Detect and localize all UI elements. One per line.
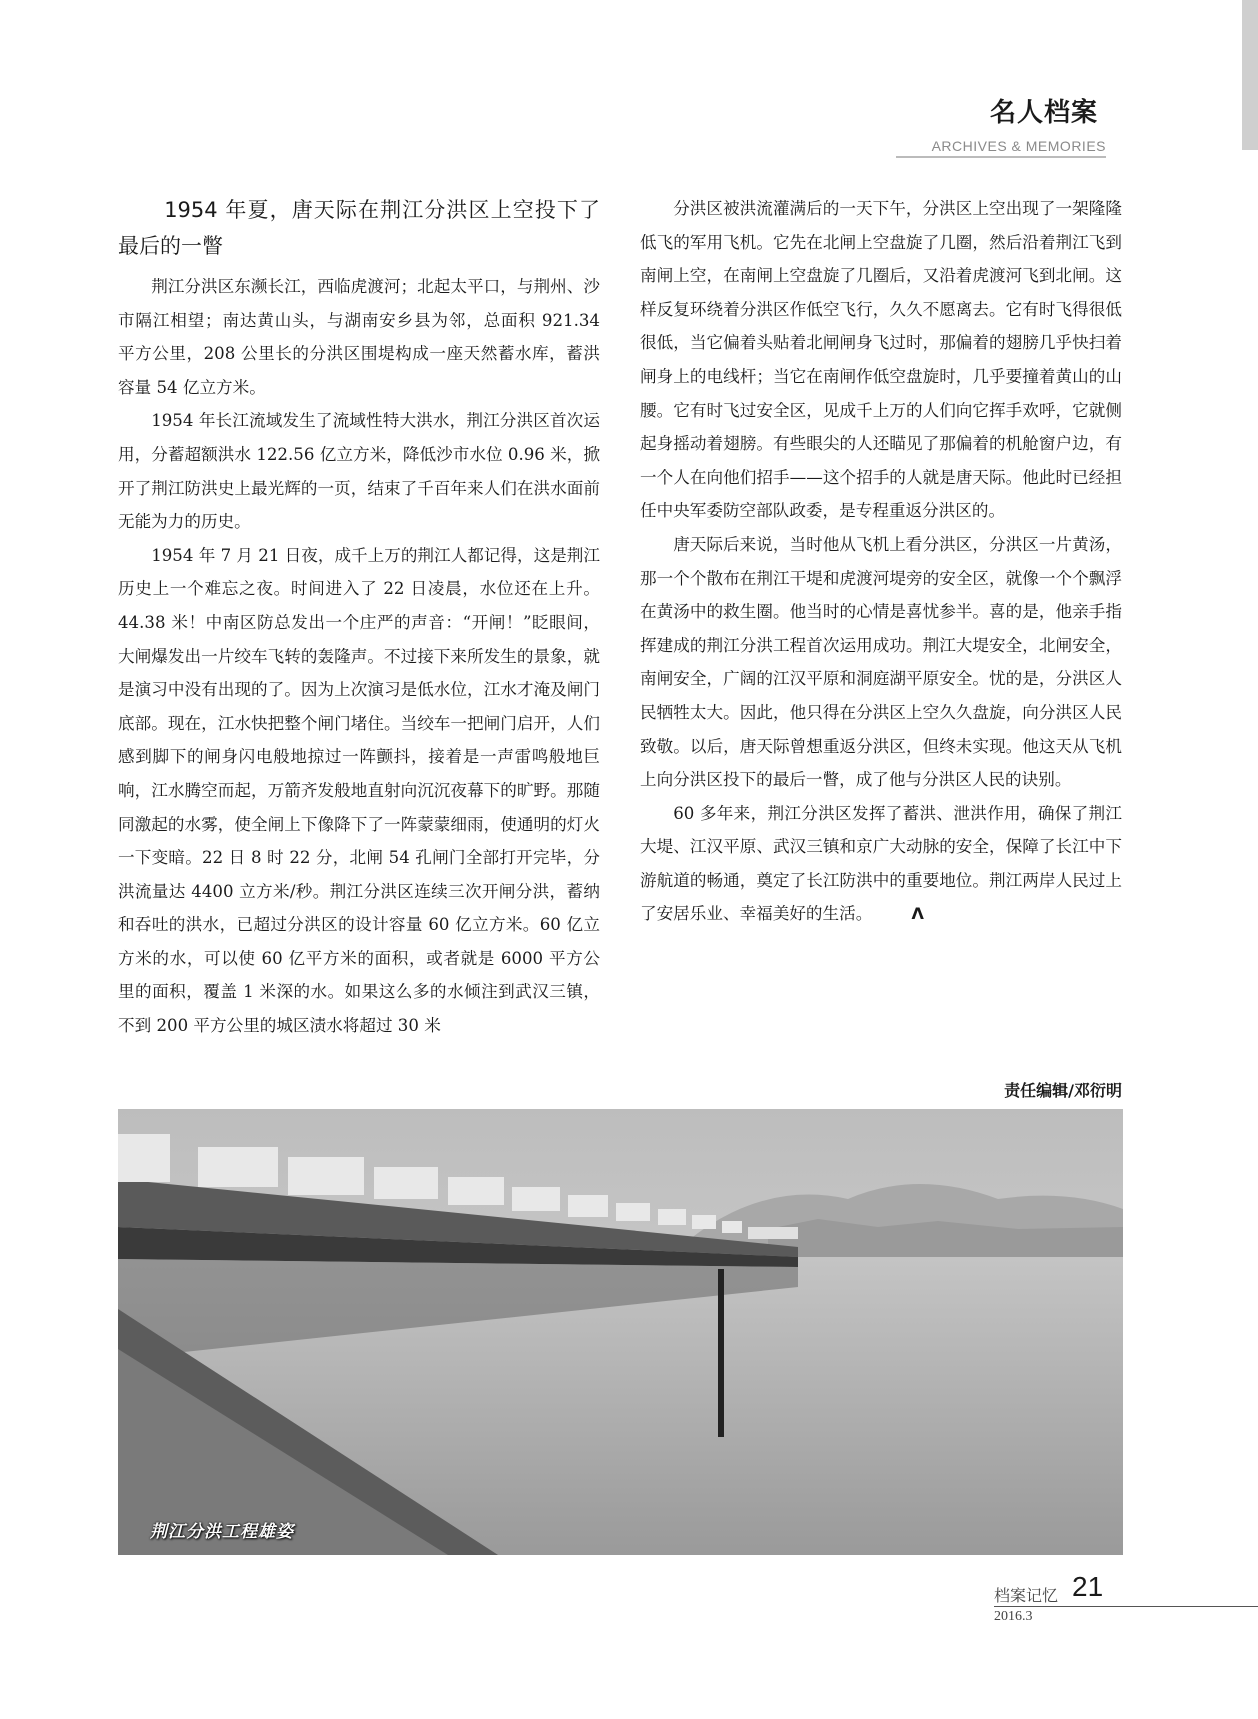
paragraph: 1954 年 7 月 21 日夜，成千上万的荆江人都记得，这是荆江历史上一个难忘之夜。时间进入了 22 日凌晨，水位还在上升。44.38 米！中南区防总发出一个庄严的声音：“开闸！”眨眼间，大闸爆发出一片绞车飞转的轰隆声。不过接下来所发生的景象，就是演习中没有出现的了。因为上次演习是低水位，江水才淹及闸门底部。现在，江水快把整个闸门堵住。当绞车一把闸门启开，人们感到脚下的闸身闪电般地掠过一阵颤抖，接着是一声雷鸣般地巨响，江水腾空而起，万箭齐发般地直射向沉沉夜幕下的旷野。那随同激起的水雾，使全闸上下像降下了一阵蒙蒙细雨，使通明的灯火一下变暗。22 日 8 时 22 分，北闸 54 孔闸门全部打开完毕，分洪流量达 4400 立方米/秒。荆江分洪区连续三次开闸分洪，蓄纳和吞吐的洪水，已超过分洪区的设计容量 60 亿立方米。60 亿立方米的水，可以使 60 亿平方米的面积，或者就是 6000 平方公里的面积，覆盖 1 米深的水。如果这么多的水倾注到武汉三镇，不到 200 平方公里的城区渍水将超过 30 米 <box>118 545 600 1036</box>
section-title: 名人档案 <box>989 98 1098 128</box>
photo-flood-gate <box>118 1109 1123 1555</box>
footer-magazine-name: 档案记忆 <box>994 1586 1059 1605</box>
editor-credit: 责任编辑/邓衍明 <box>1004 1081 1122 1100</box>
paragraph: 荆江分洪区东濒长江，西临虎渡河；北起太平口，与荆州、沙市隔江相望；南达黄山头，与湖南安乡县为邻，总面积 921.34 平方公里，208 公里长的分洪区围堤构成一座天然蓄水库，蓄洪容量 54 亿立方米。 <box>118 277 600 397</box>
paragraph: 唐天际后来说，当时他从飞机上看分洪区，分洪区一片黄汤，那一个个散布在荆江干堤和虎渡河堤旁的安全区，就像一个个飘浮在黄汤中的救生圈。他当时的心情是喜忧参半。喜的是，他亲手指挥建成的荆江分洪工程首次运用成功。荆江大堤安全，北闸安全，南闸安全，广阔的江汉平原和洞庭湖平原安全。忧的是，分洪区人民牺牲太大。因此，他只得在分洪区上空久久盘旋，向分洪区人民致敬。以后，唐天际曾想重返分洪区，但终未实现。他这天从飞机上向分洪区投下的最后一瞥，成了他与分洪区人民的诀别。 <box>640 534 1122 790</box>
paragraph: 分洪区被洪流灌满后的一天下午，分洪区上空出现了一架隆隆低飞的军用飞机。它先在北闸上空盘旋了几圈，然后沿着荆江飞到南闸上空，在南闸上空盘旋了几圈后，又沿着虎渡河飞到北闸。这样反复环绕着分洪区作低空飞行，久久不愿离去。它有时飞得很低很低，当它偏着头贴着北闸闸身飞过时，那偏着的翅膀几乎快扫着闸身上的电线杆；当它在南闸作低空盘旋时，几乎要撞着黄山的山腰。它有时飞过安全区，见成千上万的人们向它挥手欢呼，它就侧起身摇动着翅膀。有些眼尖的人还瞄见了那偏着的机舱窗户边，有一个人在向他们招手——这个招手的人就是唐天际。他此时已经担任中央军委防空部队政委，是专程重返分洪区的。 <box>640 199 1122 521</box>
article-right-column <box>640 192 1122 931</box>
paragraph <box>640 797 1122 931</box>
header-divider <box>896 156 1106 158</box>
footer-divider <box>994 1606 1258 1607</box>
footer-page-number: 21 <box>1072 1571 1104 1602</box>
photo-illustration <box>118 1109 1123 1555</box>
photo-caption: 荆江分洪工程雄姿 <box>150 1522 294 1542</box>
section-subtitle: ARCHIVES & MEMORIES <box>931 138 1106 154</box>
paragraph-text: 60 多年来，荆江分洪区发挥了蓄洪、泄洪作用，确保了荆江大堤、江汉平原、武汉三镇和京广大动脉的安全，保障了长江中下游航道的畅通，奠定了长江防洪中的重要地位。荆江两岸人民过上了安居乐业、幸福美好的生活。 <box>640 803 1122 924</box>
paragraph: 1954 年长江流域发生了流域性特大洪水，荆江分洪区首次运用，分蓄超额洪水 122.56 亿立方米，降低沙市水位 0.96 米，掀开了荆江防洪史上最光辉的一页，结束了千百年来人们在洪水面前无能为力的历史。 <box>118 411 600 532</box>
article-title: 1954 年夏，唐天际在荆江分洪区上空投下了最后的一瞥 <box>118 198 600 258</box>
end-mark-icon: Λ <box>911 904 924 924</box>
side-bar <box>1242 0 1258 150</box>
article-left-column <box>118 192 600 1043</box>
footer-issue: 2016.3 <box>994 1609 1033 1624</box>
